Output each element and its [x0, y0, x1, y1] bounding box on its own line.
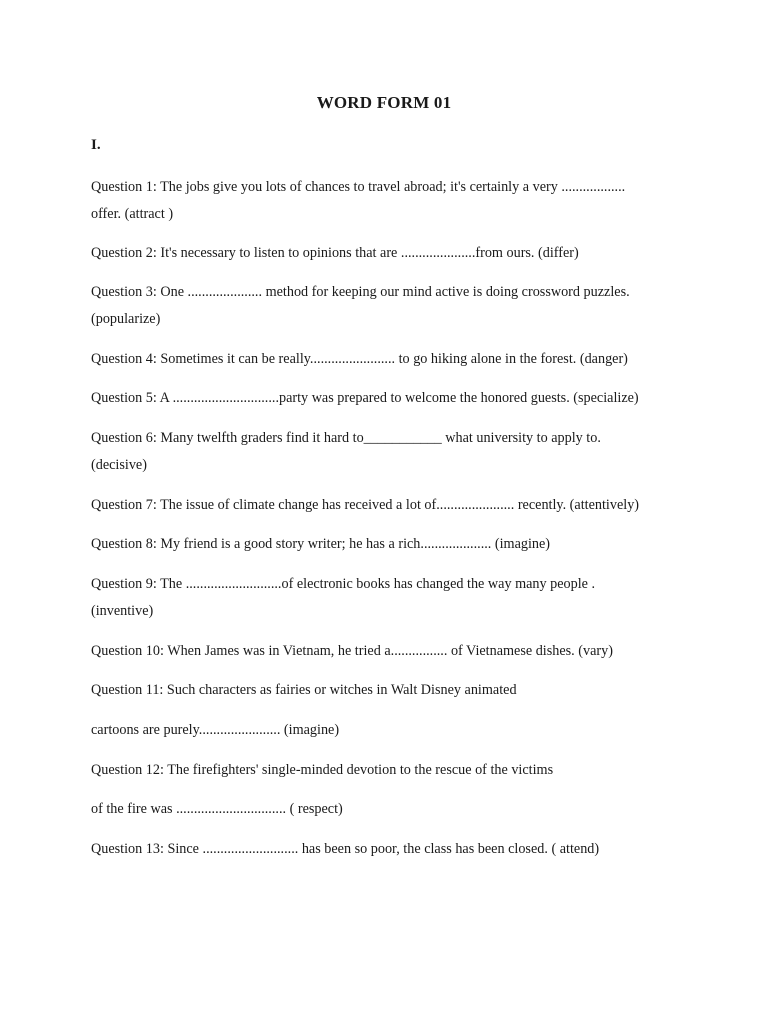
question-7: Question 7: The issue of climate change has received a lot of...................... recently. (attentively) [91, 497, 640, 513]
question-3-line-1: Question 3: One ..................... method for keeping our mind active is doing crossword puzzles. [91, 284, 630, 300]
question-10: Question 10: When James was in Vietnam, he tried a................ of Vietnamese dishes. (vary) [91, 643, 613, 659]
question-9-line-2: (inventive) [91, 603, 154, 619]
question-6-line-2: (decisive) [91, 457, 147, 473]
question-12-line-2: of the fire was ............................... ( respect) [91, 801, 343, 817]
question-11-line-2: cartoons are purely....................... (imagine) [91, 722, 340, 738]
question-3-line-2: (popularize) [91, 311, 161, 327]
question-5: Question 5: A ..............................party was prepared to welcome the honored guests. (specialize) [91, 390, 639, 406]
question-11-line-1: Question 11: Such characters as fairies or witches in Walt Disney animated [91, 682, 517, 698]
question-4: Question 4: Sometimes it can be really........................ to go hiking alone in the forest. (danger) [91, 351, 628, 367]
question-8: Question 8: My friend is a good story writer; he has a rich.................... (imagine) [91, 536, 551, 552]
question-1-line-1: Question 1: The jobs give you lots of chances to travel abroad; it's certainly a very .................. [91, 179, 626, 195]
section-heading: I. [91, 137, 101, 153]
question-9-line-1: Question 9: The ...........................of electronic books has changed the way many people . [91, 576, 596, 592]
question-13: Question 13: Since ........................... has been so poor, the class has been closed. ( attend) [91, 841, 600, 857]
page-title: WORD FORM 01 [316, 93, 452, 112]
question-2: Question 2: It's necessary to listen to opinions that are .....................from ours. (differ) [91, 245, 579, 261]
question-1-line-2: offer. (attract ) [91, 206, 174, 222]
question-12-line-1: Question 12: The firefighters' single-minded devotion to the rescue of the victims [91, 762, 554, 778]
question-6-line-1: Question 6: Many twelfth graders find it hard to___________ what university to apply to. [91, 430, 601, 446]
